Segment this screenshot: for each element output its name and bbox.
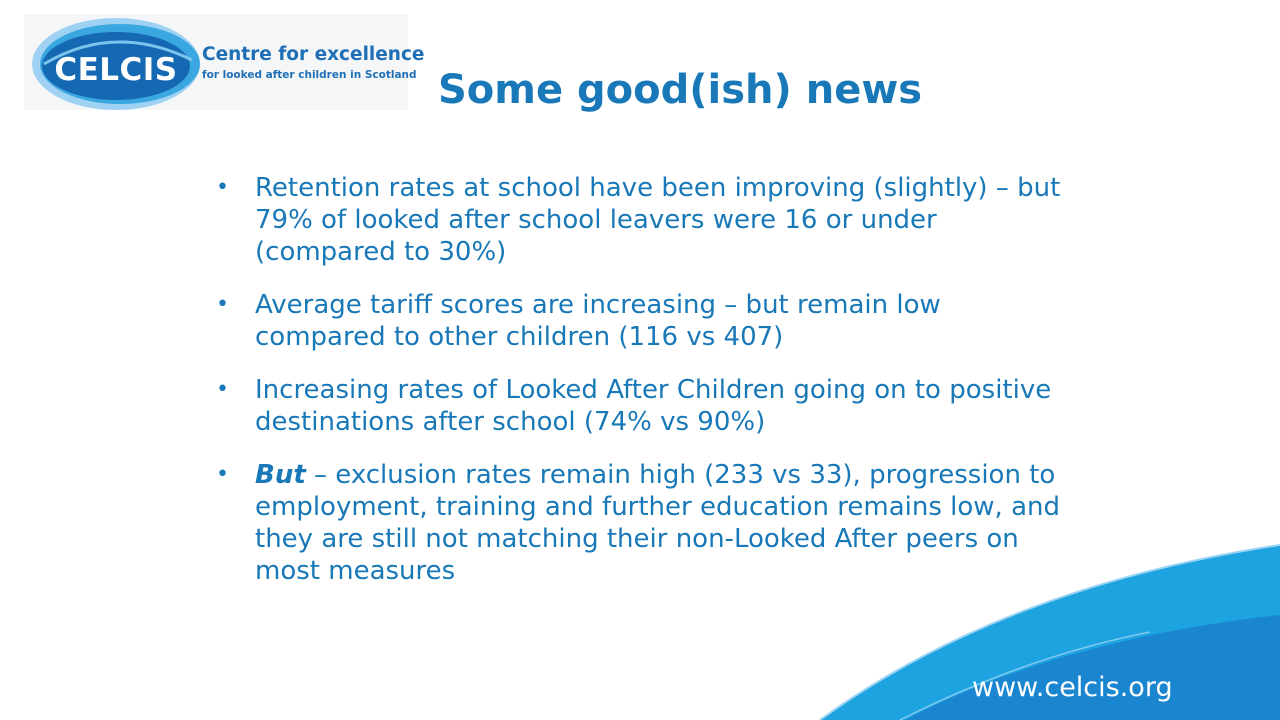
bullet-text: – exclusion rates remain high (233 vs 33), progression to employment, training and further education remains low, and they are still not matching their non-Looked After peers on most measures <box>255 460 1060 586</box>
bullet-marker: • <box>216 292 229 317</box>
bullet-marker: • <box>216 462 229 487</box>
bullet-text: Increasing rates of Looked After Children going on to positive destinations after school (74% vs 90%) <box>255 375 1052 437</box>
bullet-text: Average tariff scores are increasing – but remain low compared to other children (116 vs 407) <box>255 290 941 352</box>
bullet-emphasis: But <box>255 460 306 490</box>
bullet-marker: • <box>216 175 229 200</box>
logo-tagline: Centre for excellence <box>202 44 425 65</box>
bullet-marker: • <box>216 377 229 402</box>
slide-title: Some good(ish) news <box>438 67 923 113</box>
bullet-text: Retention rates at school have been improving (slightly) – but 79% of looked after school leavers were 16 or under (compared to 30%) <box>255 173 1061 267</box>
logo-wordmark: CELCIS <box>54 52 178 88</box>
website-link[interactable]: www.celcis.org <box>972 672 1173 703</box>
logo-subtagline: for looked after children in Scotland <box>202 69 417 81</box>
